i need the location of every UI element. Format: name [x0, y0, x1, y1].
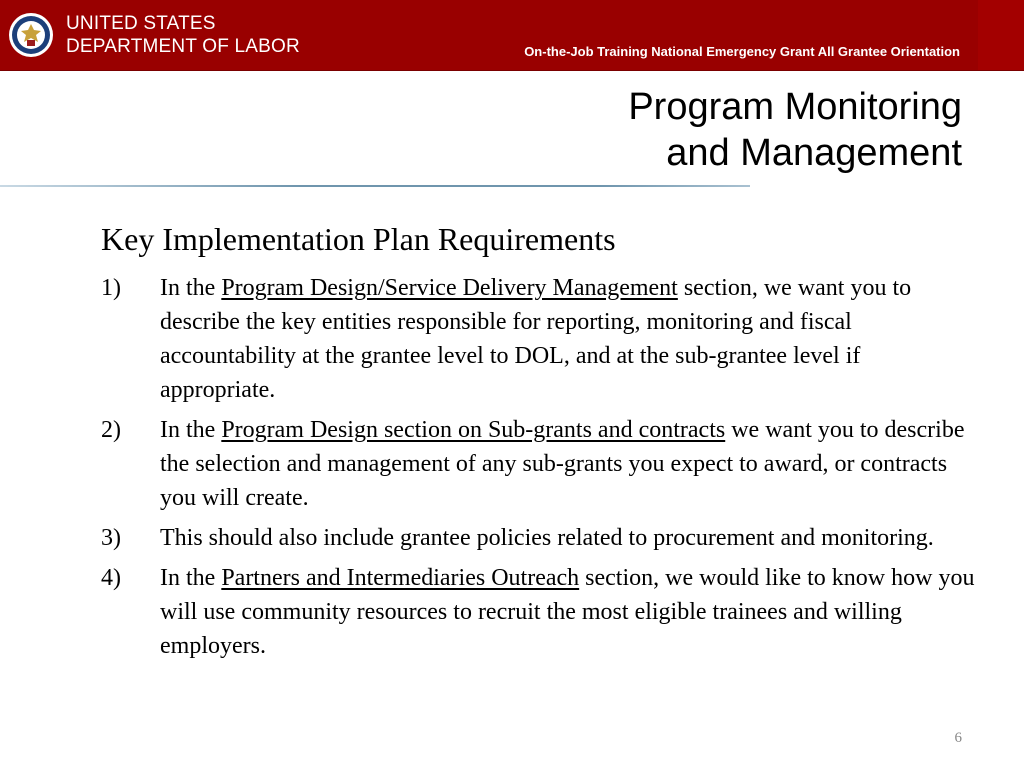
requirements-list	[101, 271, 981, 669]
list-item	[101, 521, 981, 555]
agency-name	[66, 12, 300, 58]
list-item-number: 4)	[101, 565, 121, 591]
slide-subtitle: Key Implementation Plan Requirements	[101, 221, 616, 257]
list-item	[101, 413, 981, 515]
list-item	[101, 561, 981, 663]
list-item	[101, 271, 981, 407]
header-bar	[0, 0, 1024, 71]
list-item-text: In the	[160, 565, 222, 591]
section-reference: Program Design section on Sub-grants and contracts	[221, 417, 726, 443]
title-divider	[0, 185, 750, 187]
agency-line-2: DEPARTMENT OF LABOR	[66, 36, 300, 57]
list-item-number: 3)	[101, 525, 121, 551]
agency-line-1: UNITED STATES	[66, 13, 216, 34]
event-title: On-the-Job Training National Emergency Grant All Grantee Orientation	[524, 44, 960, 59]
list-item-number: 2)	[101, 417, 121, 443]
page-number: 6	[954, 730, 962, 746]
header-accent	[978, 0, 1024, 70]
slide-title-line-1: Program Monitoring	[628, 86, 962, 128]
slide-title	[628, 84, 962, 176]
list-item-text: This should also include grantee policies related to procurement and monitoring.	[160, 525, 934, 551]
list-item-text: section, we would like to know how you will use community resources to recruit the most eligible trainees and willing employers.	[160, 565, 975, 659]
slide-title-line-2: and Management	[666, 132, 962, 174]
section-reference: Partners and Intermediaries Outreach	[221, 565, 580, 591]
list-item-text: we want you to describe the selection and management of any sub-grants you expect to award, or contracts you will create.	[160, 417, 965, 511]
list-item-text: In the	[160, 417, 222, 443]
list-item-text: In the	[160, 275, 222, 301]
list-item-text: section, we want you to describe the key entities responsible for reporting, monitoring and fiscal accountability at the grantee level to DOL, and at the sub-grantee level if appropriate.	[160, 275, 912, 403]
list-item-number: 1)	[101, 275, 121, 301]
dol-seal-icon	[8, 12, 54, 58]
section-reference: Program Design/Service Delivery Management	[221, 275, 678, 301]
